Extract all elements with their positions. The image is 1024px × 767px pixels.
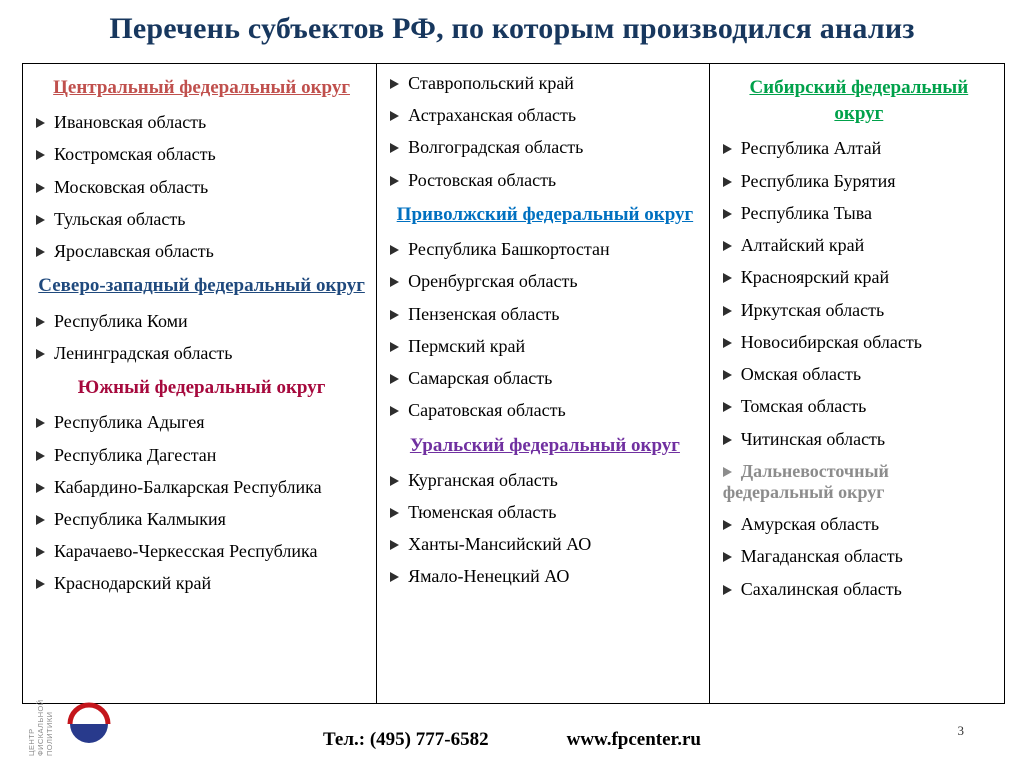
- list-item-label: Кабардино-Балкарская Республика: [54, 476, 322, 497]
- list-item-label: Республика Башкортостан: [408, 239, 610, 260]
- list-item: [36, 177, 367, 198]
- column-2: [377, 64, 710, 703]
- arrow-bullet-icon: [723, 467, 732, 477]
- arrow-bullet-icon: [36, 215, 45, 225]
- logo-text-line1: ЦЕНТР: [27, 728, 36, 756]
- arrow-bullet-icon: [723, 338, 732, 348]
- list-item-label: Сахалинская область: [740, 578, 902, 599]
- list-item: [390, 400, 700, 421]
- list-item: [723, 267, 995, 288]
- list-item: [36, 144, 367, 165]
- list-item: [36, 445, 367, 466]
- arrow-bullet-icon: [723, 177, 732, 187]
- list-item-label: Алтайский край: [740, 235, 865, 256]
- list-item-label: Республика Коми: [54, 310, 188, 331]
- arrow-bullet-icon: [723, 435, 732, 445]
- list-item: [36, 343, 367, 364]
- list-item-label: Ростовская область: [408, 169, 557, 190]
- list-item: [723, 300, 995, 321]
- district-header: Центральный федеральный округ: [53, 77, 350, 98]
- list-item-label: Ямало-Ненецкий АО: [408, 566, 570, 587]
- arrow-bullet-icon: [390, 176, 399, 186]
- list-item-label: Республика Алтай: [740, 138, 882, 159]
- list-item: [36, 477, 367, 498]
- list-item-label: Оренбургская область: [408, 271, 578, 292]
- arrow-bullet-icon: [390, 374, 399, 384]
- arrow-bullet-icon: [390, 406, 399, 416]
- arrow-bullet-icon: [36, 349, 45, 359]
- arrow-bullet-icon: [36, 183, 45, 193]
- list-item-label: Московская область: [54, 176, 209, 197]
- arrow-bullet-icon: [36, 418, 45, 428]
- arrow-bullet-icon: [723, 370, 732, 380]
- list-item: [723, 171, 995, 192]
- district-header: Приволжский федеральный округ: [396, 203, 694, 225]
- list-item: [390, 470, 700, 491]
- arrow-bullet-icon: [723, 552, 732, 562]
- list-item: [390, 105, 700, 126]
- district-header-inline: [723, 461, 995, 503]
- fpcenter-logo: [24, 686, 128, 763]
- list-item: [36, 241, 367, 262]
- list-item: [723, 332, 995, 353]
- list-item-label: Ханты-Мансийский АО: [408, 534, 592, 555]
- list-item-label: Амурская область: [740, 514, 880, 535]
- list-item: [390, 534, 700, 555]
- slide-title: Перечень субъектов РФ, по которым производился анализ: [109, 12, 915, 45]
- arrow-bullet-icon: [723, 306, 732, 316]
- list-item-label: Дальневосточный федеральный округ: [722, 460, 889, 503]
- list-item-label: Ленинградская область: [54, 342, 233, 363]
- logo-text-line3: ПОЛИТИКИ: [45, 711, 54, 756]
- list-item-label: Волгоградская область: [408, 137, 584, 158]
- arrow-bullet-icon: [390, 508, 399, 518]
- list-item-label: Астраханская область: [408, 105, 577, 126]
- footer-phone: Тел.: (495) 777-6582: [322, 729, 489, 750]
- list-item-label: Читинская область: [740, 428, 886, 449]
- list-item-label: Пермский край: [408, 335, 526, 356]
- list-item-label: Тульская область: [54, 208, 186, 229]
- arrow-bullet-icon: [36, 483, 45, 493]
- list-item: [390, 304, 700, 325]
- list-item: [390, 137, 700, 158]
- arrow-bullet-icon: [723, 209, 732, 219]
- district-header: Северо-западный федеральный округ: [38, 275, 365, 297]
- list-item: [36, 541, 367, 562]
- arrow-bullet-icon: [36, 150, 45, 160]
- list-item: [36, 311, 367, 332]
- list-item-label: Ивановская область: [54, 112, 207, 133]
- arrow-bullet-icon: [390, 310, 399, 320]
- arrow-bullet-icon: [723, 144, 732, 154]
- list-item-label: Пензенская область: [408, 303, 560, 324]
- list-item: [723, 203, 995, 224]
- arrow-bullet-icon: [36, 247, 45, 257]
- list-item-label: Республика Тыва: [740, 202, 873, 223]
- arrow-bullet-icon: [723, 402, 732, 412]
- list-item: [390, 336, 700, 357]
- list-item-label: Республика Адыгея: [54, 412, 205, 433]
- column-3: [710, 64, 1004, 703]
- list-item-label: Карачаево-Черкесская Республика: [54, 541, 318, 562]
- district-header: Уральский федеральный округ: [409, 434, 680, 456]
- list-item: [390, 502, 700, 523]
- arrow-bullet-icon: [390, 476, 399, 486]
- list-item-label: Самарская область: [408, 368, 553, 389]
- list-item-label: Саратовская область: [408, 400, 566, 421]
- footer-website: www.fpcenter.ru: [566, 729, 701, 750]
- arrow-bullet-icon: [36, 579, 45, 589]
- list-item-label: Республика Калмыкия: [54, 509, 226, 529]
- district-header: Сибирский федеральный округ: [749, 77, 969, 125]
- list-item: [390, 271, 700, 292]
- arrow-bullet-icon: [723, 241, 732, 251]
- list-item-label: Курганская область: [408, 469, 558, 490]
- list-item-label: Томская область: [740, 396, 867, 417]
- arrow-bullet-icon: [390, 79, 399, 89]
- arrow-bullet-icon: [36, 451, 45, 461]
- arrow-bullet-icon: [390, 245, 399, 255]
- list-item: [390, 566, 700, 587]
- list-item-label: Тюменская область: [408, 502, 557, 523]
- list-item-label: Магаданская область: [740, 546, 903, 567]
- list-item: [390, 239, 700, 260]
- list-item-label: Костромская область: [54, 144, 216, 165]
- list-item-label: Ярославская область: [54, 241, 214, 262]
- list-item: [390, 170, 700, 191]
- page-number: 3: [957, 723, 964, 738]
- arrow-bullet-icon: [390, 277, 399, 287]
- subjects-table: [22, 63, 1005, 704]
- list-item: [723, 514, 995, 535]
- list-item: [36, 573, 367, 594]
- list-item: [36, 112, 367, 133]
- list-item: [723, 396, 995, 417]
- arrow-bullet-icon: [36, 118, 45, 128]
- list-item: [723, 429, 995, 450]
- list-item: [36, 509, 367, 530]
- list-item-label: Республика Бурятия: [740, 170, 896, 191]
- arrow-bullet-icon: [36, 317, 45, 327]
- list-item: [723, 546, 995, 567]
- list-item: [723, 235, 995, 256]
- district-header: Южный федеральный округ: [77, 377, 326, 399]
- arrow-bullet-icon: [390, 540, 399, 550]
- arrow-bullet-icon: [723, 273, 732, 283]
- list-item: [36, 209, 367, 230]
- arrow-bullet-icon: [390, 143, 399, 153]
- column-1: [23, 64, 377, 703]
- list-item: [36, 412, 367, 433]
- list-item-label: Красноярский край: [740, 267, 890, 288]
- list-item-label: Новосибирская область: [740, 331, 922, 352]
- list-item-label: Республика Дагестан: [54, 444, 217, 465]
- arrow-bullet-icon: [390, 572, 399, 582]
- arrow-bullet-icon: [36, 547, 45, 557]
- arrow-bullet-icon: [723, 520, 732, 530]
- arrow-bullet-icon: [723, 585, 732, 595]
- list-item: [723, 579, 995, 600]
- arrow-bullet-icon: [390, 111, 399, 121]
- logo-text-line2: ФИСКАЛЬНОЙ: [36, 699, 45, 756]
- list-item-label: Ставропольский край: [408, 73, 574, 93]
- list-item-label: Омская область: [740, 364, 862, 385]
- footer: [0, 729, 1024, 751]
- list-item: [723, 364, 995, 385]
- arrow-bullet-icon: [36, 515, 45, 525]
- list-item-label: Иркутская область: [740, 299, 885, 320]
- list-item-label: Краснодарский край: [54, 573, 212, 594]
- list-item: [390, 368, 700, 389]
- list-item: [723, 138, 995, 159]
- list-item: [390, 73, 700, 94]
- arrow-bullet-icon: [390, 342, 399, 352]
